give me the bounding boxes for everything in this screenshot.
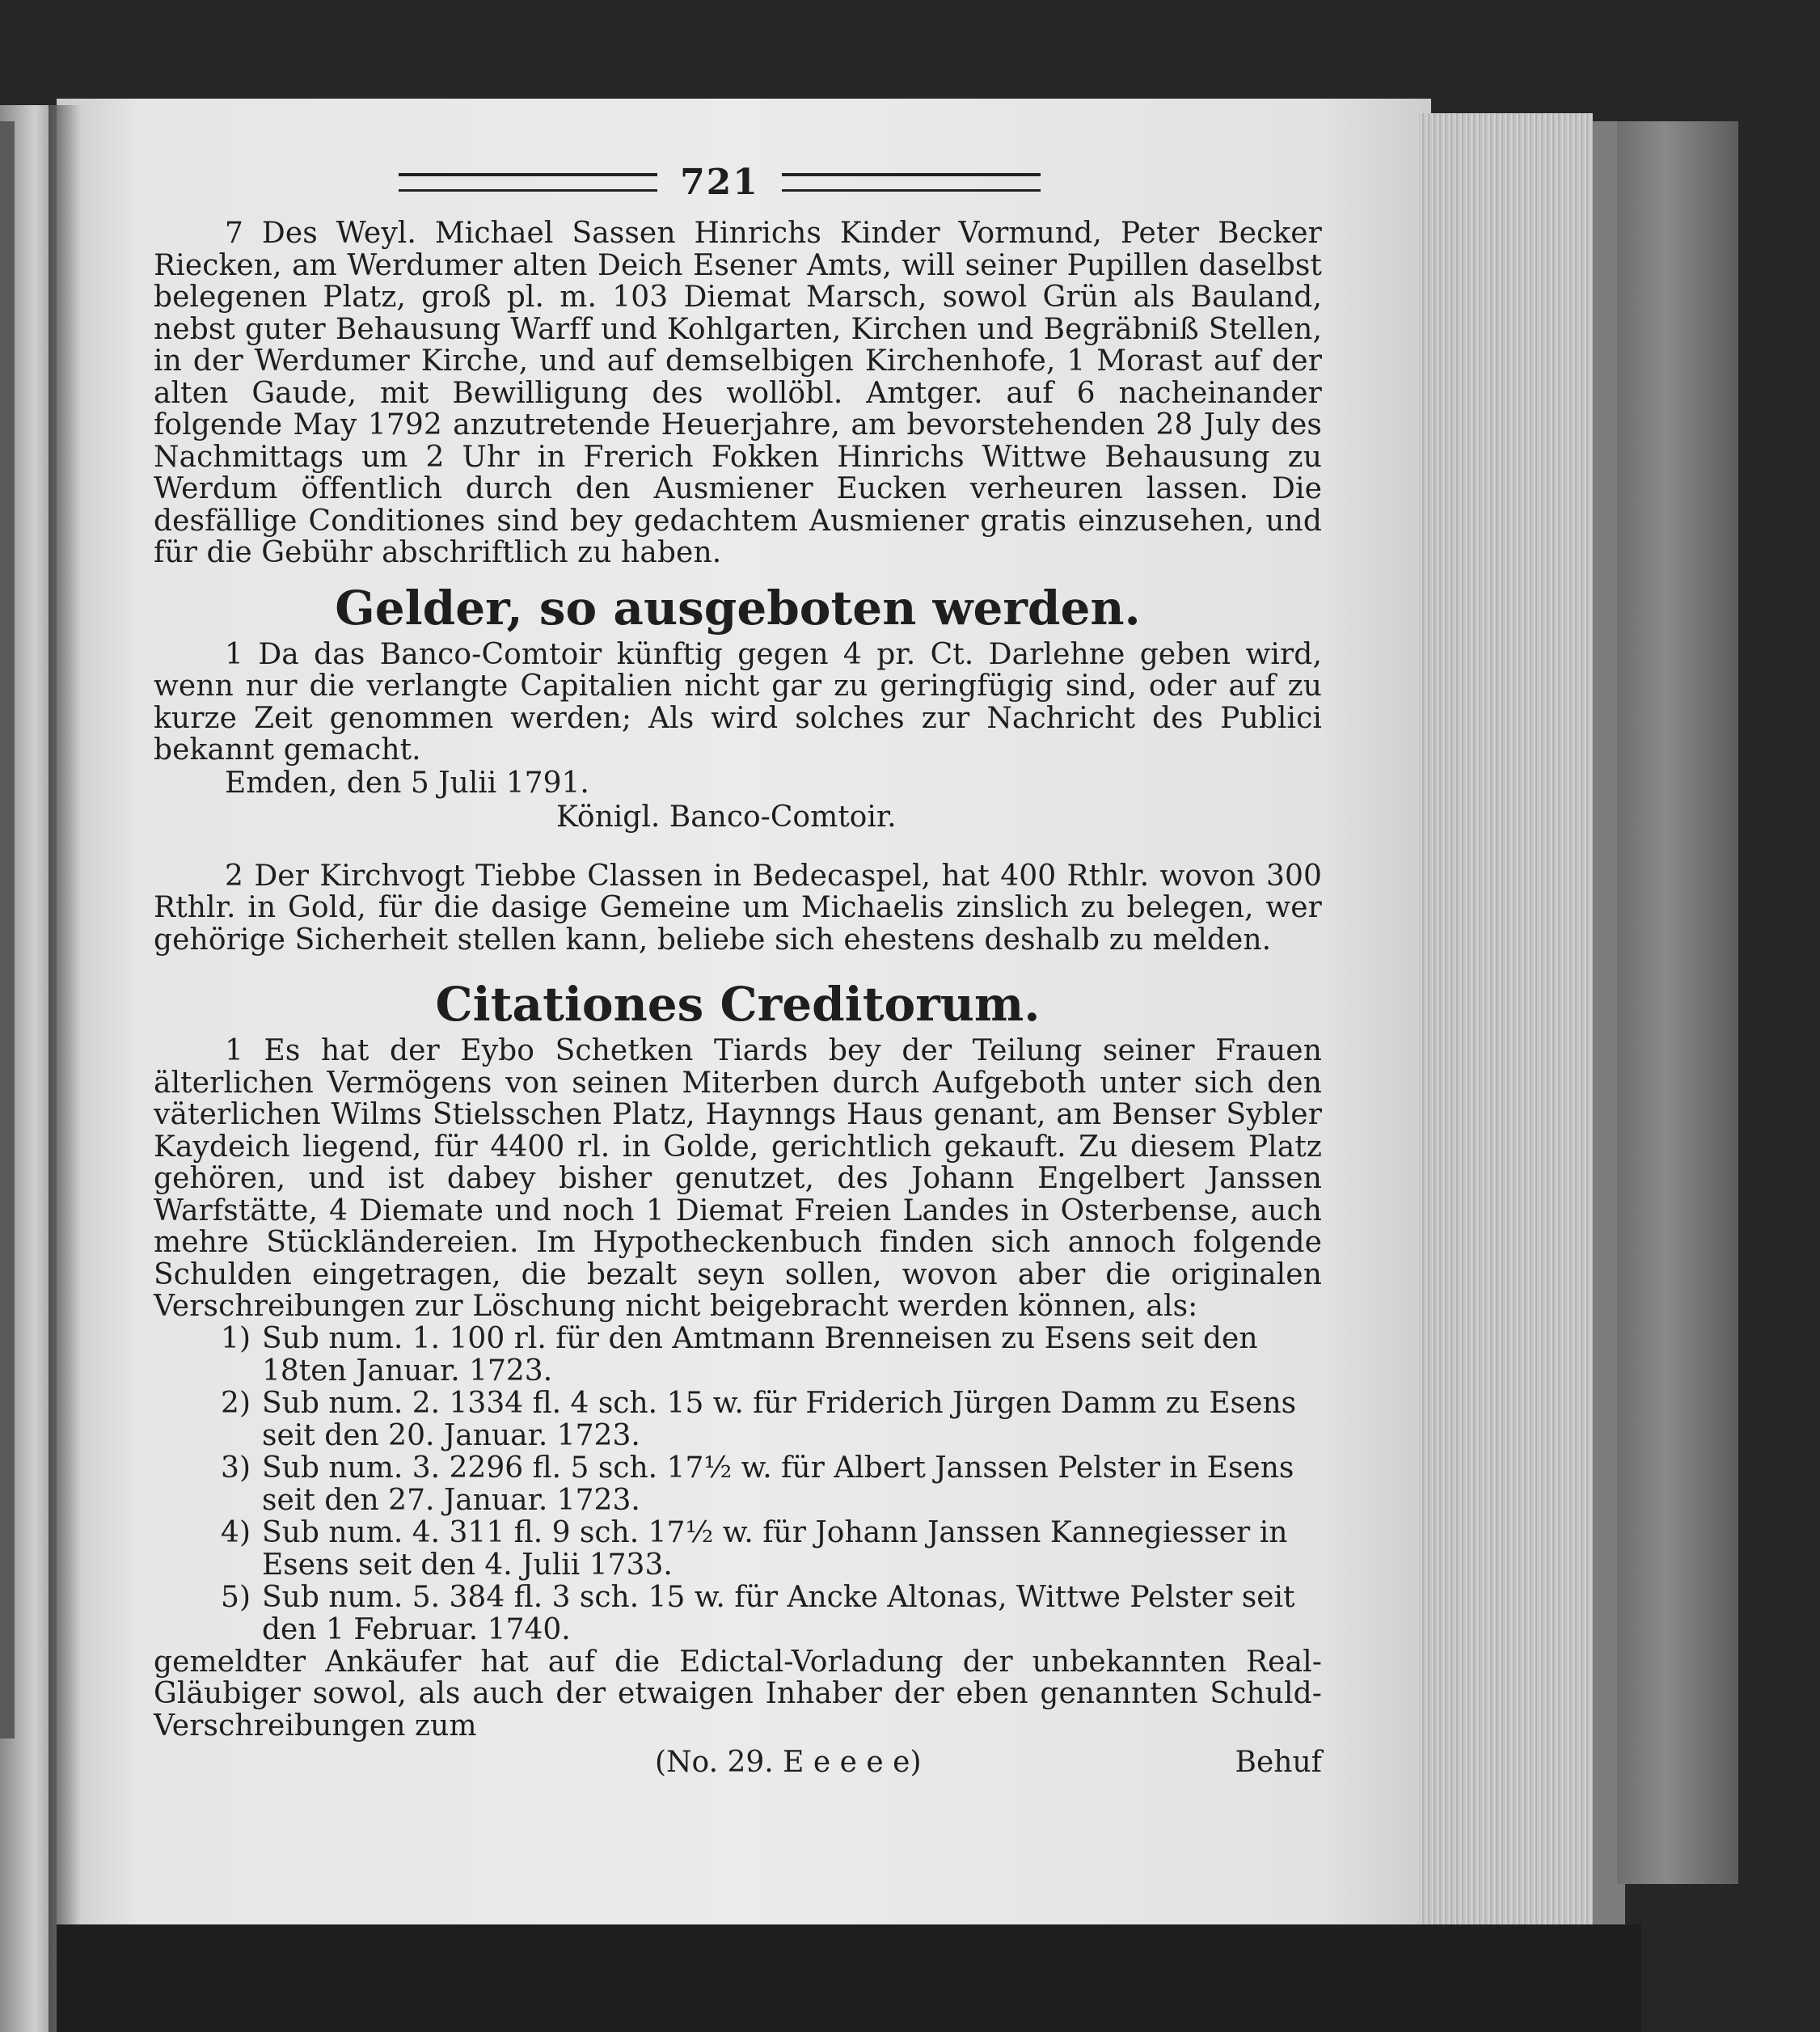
closing-text: gemeldter Ankäufer hat auf die Edictal-Vorladung der unbekannten Real-Gläubiger sowol, als auch der etwaigen Inhaber der eben genannten Schuld-Verschreibungen zum	[154, 1645, 1322, 1743]
header-rule-left	[399, 173, 657, 192]
gelder-item-1-signature: Königl. Banco-Comtoir.	[556, 800, 897, 834]
spine-shadow	[49, 105, 81, 2032]
claim-number: 2)	[221, 1386, 251, 1420]
notice-7: 7 Des Weyl. Michael Sassen Hinrichs Kinder Vormund, Peter Becker Riecken, am Werdumer alten Deich Esener Amts, will seiner Pupillen daselbst belegenen Platz, groß pl. m. 103 Diemat Marsch, sowol Grün als Bauland, nebst guter Behausung Warff und Kohlgarten, Kirchen und Begräbniß Stellen, in der Werdumer Kirche, und auf demselbigen Kirchenhofe, 1 Morast auf der alten Gaude, mit Bewilligung des wollöbl. Amtger. auf 6 nacheinander folgende May 1792 anzutretende Heuerjahre, am bevorstehenden 28 July des Nachmittags um 2 Uhr in Frerich Fokken Hinrichs Wittwe Behausung zu Werdum öffentlich durch den Ausmiener Eucken verheuren lassen. Die desfällige Conditiones sind bey gedachtem Ausmiener gratis einzusehen, und für die Gebühr abschriftlich zu haben.	[154, 217, 1322, 569]
signature-mark: (No. 29. E e e e e)	[655, 1746, 922, 1779]
left-cover	[0, 121, 15, 1738]
header-rule-right	[782, 173, 1041, 192]
heading-citationes: Citationes Creditorum.	[435, 977, 1041, 1032]
page-block-edge	[1419, 113, 1593, 1924]
claim-text: Sub num. 4. 311 fl. 9 sch. 17½ w. für Johann Janssen Kannegiesser in Esens seit den 4. Julii 1733.	[262, 1515, 1288, 1582]
claim-text: Sub num. 1. 100 rl. für den Amtmann Brenneisen zu Esens seit den 18ten Januar. 1723.	[262, 1321, 1258, 1388]
gelder-item-2: 2 Der Kirchvogt Tiebbe Classen in Bedecaspel, hat 400 Rthlr. wovon 300 Rthlr. in Gold, für die dasige Gemeine um Michaelis zinslich zu belegen, wer gehörige Sicherheit stellen kann, beliebe sich ehestens deshalb zu melden.	[154, 859, 1322, 957]
list-item	[154, 1388, 1322, 1452]
heading-gelder: Gelder, so ausgeboten werden.	[335, 580, 1141, 636]
claim-number: 1)	[221, 1321, 251, 1355]
page-text	[154, 158, 1322, 1781]
citationes-item-1: 1 Es hat der Eybo Schetken Tiards bey der Teilung seiner Frauen älterlichen Vermögens von seinen Miterben durch Aufgeboth unter sich den väterlichen Wilms Stielsschen Platz, Haynngs Haus genant, am Benser Sybler Kaydeich liegend, für 4400 rl. in Golde, gerichtlich gekauft. Zu diesem Platz gehören, und ist dabey bisher genutzet, des Johann Engelbert Janssen Warfstätte, 4 Diemate und noch 1 Diemat Freien Landes in Osterbense, auch mehre Stückländereien. Im Hypotheckenbuch finden sich annoch folgende Schulden eingetragen, die bezalt seyn sollen, wovon aber die originalen Verschreibungen zur Löschung nicht beigebracht werden können, als:	[154, 1034, 1322, 1323]
claim-text: Sub num. 5. 384 fl. 3 sch. 15 w. für Ancke Altonas, Wittwe Pelster seit den 1 Februar. 1740.	[262, 1580, 1295, 1646]
gelder-item-1: 1 Da das Banco-Comtoir künftig gegen 4 pr. Ct. Darlehne geben wird, wenn nur die verlangte Capitalien nicht gar zu geringfügig sind, oder auf zu kurze Zeit genommen werden; Als wird solches zur Nachricht des Publici bekannt gemacht.	[154, 637, 1322, 767]
list-item	[154, 1323, 1322, 1388]
claim-text: Sub num. 2. 1334 fl. 4 sch. 15 w. für Friderich Jürgen Damm zu Esens seit den 20. Januar. 1723.	[262, 1386, 1297, 1452]
claim-number: 5)	[221, 1580, 251, 1614]
claims-list	[154, 1323, 1322, 1646]
table-background	[57, 1924, 1641, 2032]
back-cover	[1617, 121, 1738, 1884]
page-header	[251, 158, 1189, 206]
list-item	[154, 1452, 1322, 1517]
claim-number: 4)	[221, 1515, 251, 1549]
claim-number: 3)	[221, 1451, 251, 1485]
catchword: Behuf	[1235, 1746, 1322, 1779]
list-item	[154, 1517, 1322, 1582]
gelder-item-1-place-date: Emden, den 5 Julii 1791.	[225, 766, 589, 800]
page-footer	[154, 1745, 1322, 1781]
page-number: 721	[680, 161, 759, 203]
list-item	[154, 1582, 1322, 1646]
claim-text: Sub num. 3. 2296 fl. 5 sch. 17½ w. für Albert Janssen Pelster in Esens seit den 27. Januar. 1723.	[262, 1451, 1294, 1517]
